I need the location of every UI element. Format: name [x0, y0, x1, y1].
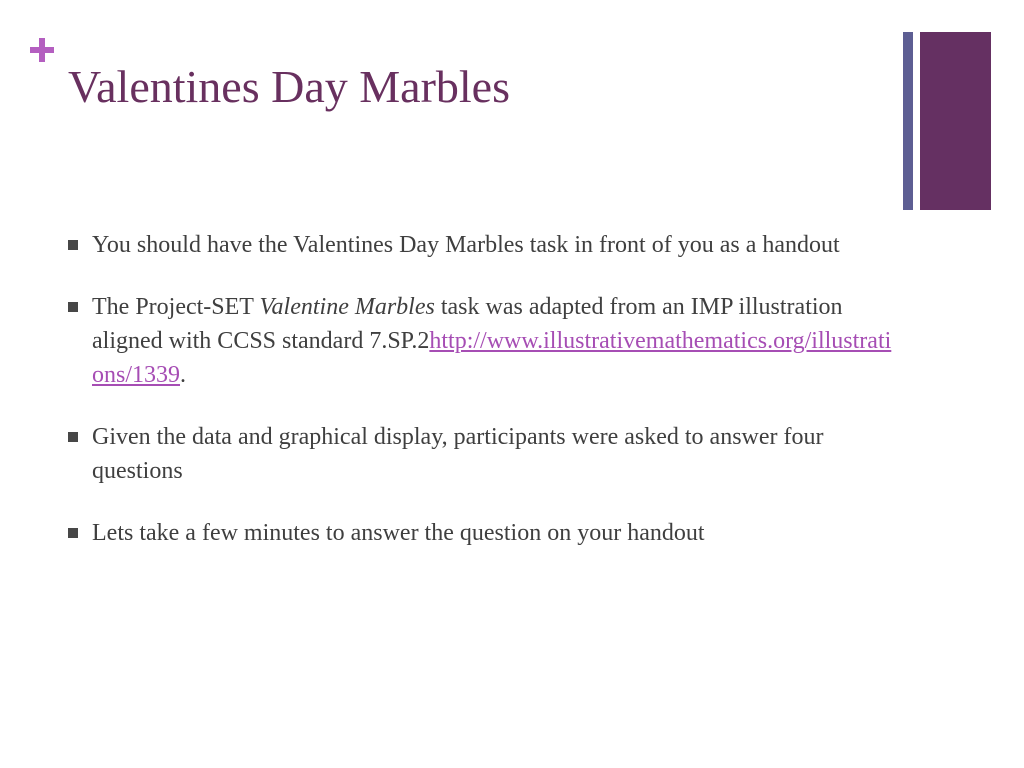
- bullet-item: [66, 420, 896, 488]
- bullet-text: Given the data and graphical display, participants were asked to answer four questions: [92, 424, 824, 484]
- bullet-text-prefix: The Project-SET: [92, 294, 260, 320]
- bullet-text-middle: task was adapted from an IMP illustration aligned with CCSS standard 7.SP.2: [92, 294, 843, 354]
- bullet-item: [66, 516, 896, 550]
- bullet-list: [66, 228, 896, 578]
- plus-icon: [28, 36, 56, 64]
- bullet-text-suffix: .: [180, 362, 187, 388]
- illustration-link[interactable]: http://www.illustrativemathematics.org/illustrations/1339: [92, 328, 892, 388]
- square-bullet-icon: [68, 528, 78, 538]
- bullet-item: [66, 228, 896, 262]
- decorative-thick-bar: [920, 32, 991, 210]
- slide-title: Valentines Day Marbles: [68, 61, 510, 112]
- square-bullet-icon: [68, 432, 78, 442]
- bullet-text: Lets take a few minutes to answer the question on your handout: [92, 520, 705, 546]
- square-bullet-icon: [68, 302, 78, 312]
- bullet-item: [66, 290, 896, 392]
- task-name-italic: Valentine Marbles: [259, 294, 435, 320]
- decorative-thin-bar: [903, 32, 913, 210]
- square-bullet-icon: [68, 240, 78, 250]
- bullet-text: You should have the Valentines Day Marbles task in front of you as a handout: [92, 232, 840, 258]
